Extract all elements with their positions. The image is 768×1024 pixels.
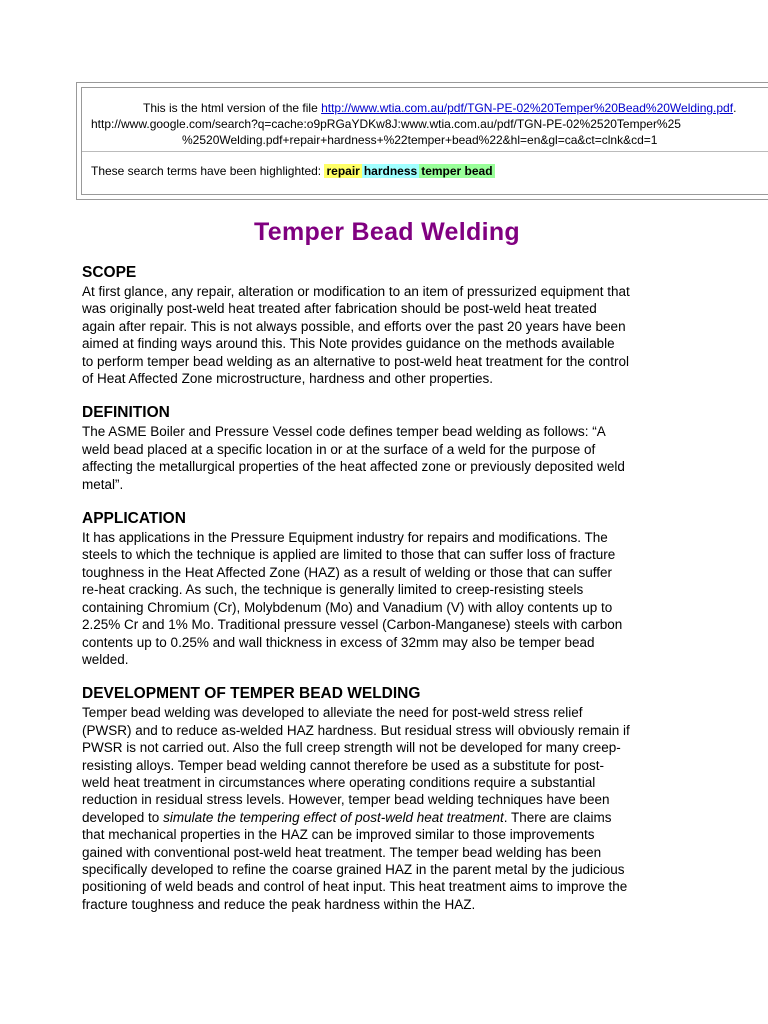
text-line: (PWSR) and to reduce as-welded HAZ hardness. But residual stress will obviously remain if (82, 722, 630, 738)
text-line: specifically developed to refine the coarse grained HAZ in the parent metal by the judicious (82, 861, 625, 877)
section-heading-application: APPLICATION (82, 510, 186, 528)
text-line: aimed at finding ways around this. This Note provides guidance on the methods available (82, 336, 615, 352)
italic-emphasis: simulate the tempering effect of post-weld heat treatment (163, 809, 504, 825)
highlight-term-repair: repair (326, 164, 360, 178)
section-application (82, 509, 702, 668)
text-line-mixed (82, 809, 702, 826)
cache-intro-text: This is the html version of the file (143, 101, 322, 115)
text-line: was originally post-weld heat treated after fabrication should be post-weld heat treated (82, 301, 597, 317)
text-line: 2.25% Cr and 1% Mo. Traditional pressure vessel (Carbon-Manganese) steels with carbon (82, 617, 623, 633)
text-line: that mechanical properties in the HAZ can be improved similar to those improvements (82, 827, 595, 843)
text-line: weld bead placed at a specific location in or at the surface of a weld for the purpose of (82, 441, 596, 457)
cache-info-line-1 (82, 100, 768, 116)
text-line: Temper bead welding was developed to alleviate the need for post-weld stress relief (82, 705, 583, 721)
cache-banner (76, 82, 768, 200)
section-scope (82, 263, 702, 387)
highlight-info (82, 162, 768, 180)
text-line: again after repair. This is not always possible, and efforts over the past 20 years have been (82, 318, 626, 334)
section-heading-scope: SCOPE (82, 264, 137, 281)
section-body-scope (82, 283, 702, 387)
text-line: weld heat treatment in circumstances where operating conditions require a substantial (82, 774, 596, 790)
cache-info (82, 88, 768, 152)
highlight-intro-text: These search terms have been highlighted: (91, 164, 325, 178)
document-body (82, 212, 702, 913)
text-line: reduction in residual stress levels. However, temper bead welding techniques have been (82, 792, 610, 808)
section-definition (82, 403, 702, 493)
text-line: containing Chromium (Cr), Molybdenum (Mo) and Vanadium (V) with alloy contents up to (82, 599, 613, 615)
text-fragment: . There are claims (503, 809, 612, 825)
text-line: The ASME Boiler and Pressure Vessel code defines temper bead welding as follows: “A (82, 424, 606, 440)
cache-url-line-3: %2520Welding.pdf+repair+hardness+%22temper+bead%22&hl=en&gl=ca&ct=clnk&cd=1 (182, 133, 658, 147)
section-body-application (82, 529, 702, 668)
text-line: fracture toughness and reduce the peak hardness within the HAZ. (82, 896, 476, 912)
text-line: It has applications in the Pressure Equipment industry for repairs and modifications. The (82, 530, 608, 546)
text-line: resisting alloys. Temper bead welding cannot therefore be used as a substitute for post- (82, 757, 605, 773)
text-line: contents up to 0.25% and wall thickness in excess of 32mm may also be temper bead (82, 634, 595, 650)
document-title: Temper Bead Welding (254, 218, 520, 246)
highlight-term-hardness: hardness (363, 164, 418, 178)
section-heading-development: DEVELOPMENT OF TEMPER BEAD WELDING (82, 685, 421, 703)
text-line: positioning of weld beads and control of heat input. This heat treatment aims to improve the (82, 879, 628, 895)
cache-intro-end: . (733, 101, 737, 115)
original-file-link[interactable]: http://www.wtia.com.au/pdf/TGN-PE-02%20Temper%20Bead%20Welding.pdf (321, 101, 734, 115)
section-body-development (82, 704, 702, 913)
cache-banner-inner (81, 87, 768, 195)
text-line: PWSR is not carried out. Also the full creep strength will not be developed for many creep- (82, 740, 621, 756)
text-line: of Heat Affected Zone microstructure, hardness and other properties. (82, 371, 493, 387)
section-development (82, 684, 702, 913)
section-heading-definition: DEFINITION (82, 404, 170, 422)
text-line: affecting the metallurgical properties of the heat affected zone or previously deposited weld (82, 459, 625, 475)
text-line: welded. (82, 651, 129, 667)
text-line: to perform temper bead welding as an alternative to post-weld heat treatment for the control (82, 353, 630, 369)
highlight-term-temper-bead: temper bead (421, 164, 493, 178)
text-line: steels to which the technique is applied are limited to those that can suffer loss of fracture (82, 547, 616, 563)
text-line: toughness in the Heat Affected Zone (HAZ) as a result of welding or those that can suffer (82, 564, 613, 580)
text-line: re-heat cracking. As such, the technique is generally limited to creep-resisting steels (82, 582, 584, 598)
cache-url-line-2: http://www.google.com/search?q=cache:o9pRGaYDKw8J:www.wtia.com.au/pdf/TGN-PE-02%2520Temper%25 (91, 117, 681, 131)
text-line: metal”. (82, 476, 124, 492)
text-line: At first glance, any repair, alteration or modification to an item of pressurized equipment that (82, 284, 630, 299)
text-line: gained with conventional post-weld heat treatment. The temper bead welding has been (82, 844, 602, 860)
section-body-definition (82, 423, 702, 493)
text-fragment: developed to (82, 809, 164, 825)
